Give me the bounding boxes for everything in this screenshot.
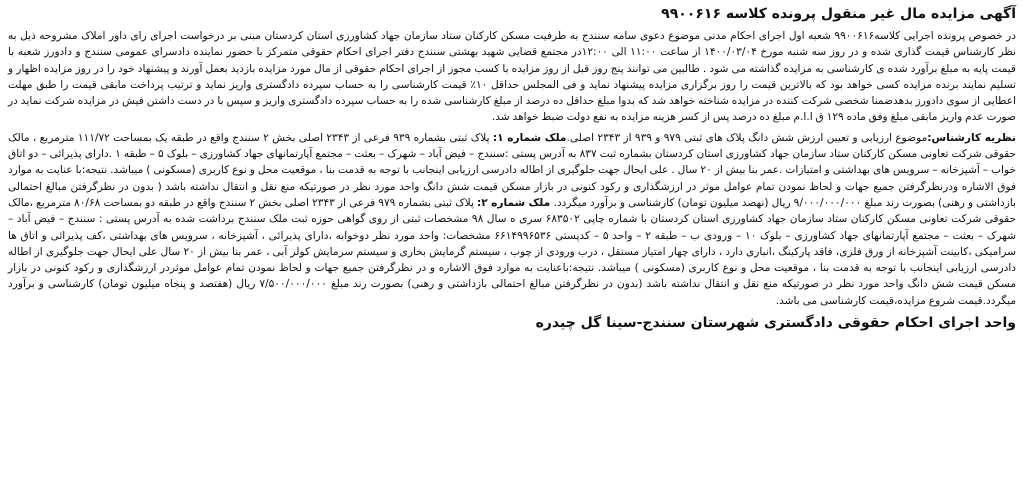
notice-intro: در خصوص پرونده اجرایی کلاسه۹۹۰۰۶۱۶ شعبه اول اجرای احکام مدنی موضوع دعوی سامه سنندج به طرفیت مسکن کارکنان ستاد سازمان جهاد کشاورزی استان کردستان مبنی بر درخواست اجرای رای داور املاک مشروحه ذیل به نظر کارشناس قیمت گذاری شده و در روز سه شنبه مورخ ۱۴۰۰/۰۳/۰۴ از ساعت ۱۱:۰۰ الی ۱۲:۰۰در مجتمع قضایی شهید بهشتی سنندج دفتر اجرای احکام حقوقی متمرکز با حضور نماینده دادسرای عمومی سنندج و دادورز شعبه با قیمت پایه به مبلغ برآورد شده ی کارشناسی به مزایده گذاشته می شود . طالبین می توانند پنج روز قبل از روز مزایده با کسب مجوز از اجرای احکام حقوقی از مال مورد مزایده بازدید بعمل آورند و پیشنهاد خود را در روز مزایده اظهار و تسلیم نمایند برنده مزایده کسی خواهد بود که بالاترین قیمت را روز برگزاری مزایده پیشنهاد نماید و فی المجلس حداقل ۱۰٪ قیمت کارشناسی را به حساب سپرده دادگستری واریز نماید و ترتیب پرداخت مابقی قیمت را طبق مهلت اعطایی از سوی دادورز بدهدضمنا شخصی شرکت کننده در مزایده شناخته خواهد شد که بدوا مبلغ حداقل ده درصد از مبلغ کارشناسی شده را به حساب سپرده دادگستری واریز و سپس با در دست داشتن فیش در مزایده شرکت نماید در صورت عدم واریز مابقی مبلغ وفق ماده ۱۲۹ ق ا.ا.م مبلغ ده درصد پس از کسر هزینه مزایده به نفع دولت ضبط خواهد شد. <box>8 30 1017 124</box>
issuer-signature: واحد اجرای احکام حقوقی دادگستری شهرستان سنندج-سینا گل چیدره <box>535 315 1016 332</box>
expert-opinion <box>8 130 1016 309</box>
lot2-label: ملک شماره ۲: <box>477 196 554 209</box>
expert-subject: موضوع ارزیابی و تعیین ارزش شش دانگ پلاک های ثبتی ۹۷۹ و ۹۳۹ از ۲۳۴۳ اصلی. <box>566 131 928 144</box>
expert-label: نظریه کارشناس: <box>927 131 1017 144</box>
lot1-text: پلاک ثبتی بشماره ۹۳۹ فرعی از ۲۳۴۳ اصلی بخش ۲ سنندج واقع در طبقه یک بمساحت ۱۱۱/۷۲ مترمربع ، مالک حقوقی شرکت تعاونی مسکن کارکنان ستاد سازمان جهاد کشاورزی استان کردستان بشماره ثبت ۸۳۷ به آدرس پستی :سنندج – فیض آباد – شهرک – بعثت – مجتمع آپارتمانهای جهاد کشاورزی – بلوک ۵ – طبقه ۱ .دارای پذیرائی – دو اتاق خواب – آشپزخانه – سرویس های بهداشتی و امتیازات .عمر بنا بیش از ۲۰ سال . علی ایحال جهت جلوگیری از اطاله دادرسی ارزیابی اینجانب با توجه به قدمت بنا ، موقعیت محل و نوع کاربری (مسکونی ) میباشد. نتیجه:با عنایت به موارد فوق الاشاره ودرنظرگرفتن جمیع جهات و لحاظ نمودن تمام عوامل موثر در ارزشگذاری و رکود کنونی در بازار مسکن قیمت شش دانگ واحد مورد نظر در صورتیکه منع نقل و انتقال نداشته باشد ( بدون در نظرگرفتن مبالغ احتمالی بازداشتی و رهنی) بصورت رند مبلغ ۹/۰۰۰/۰۰۰/۰۰۰ ریال (نهصد میلیون تومان) کارشناسی و برآورد میگردد. <box>8 131 1017 209</box>
lot1-label: ملک شماره ۱: <box>492 131 567 144</box>
lot2-text: پلاک ثبتی بشماره ۹۷۹ فرعی از ۲۳۴۳ اصلی بخش ۲ سنندج واقع در طبقه دو بمساحت ۸۰/۶۸ مترمربع ،مالک حقوقی شرکت تعاونی مسکن کارکنان ستاد سازمان جهاد کشاورزی استان کردستان با شماره چاپی ۶۸۳۵۰۲ سری ه سال ۹۸ مشخصات ثبتی از روی گواهی حوزه ثبت ملک سنندج برداشت شده به آدرس پستی : سنندج – فیض آباد – شهرک – بعثت – مجتمع آپارتمانهای جهاد کشاورزی – بلوک ۱۰ – ورودی ب – طبقه ۲ – واحد ۵ – کدپستی ۶۶۱۴۹۹۶۵۳۶ مشخصات: واحد مورد نظر دوخوابه ،دارای پذیرائی ، آشپزخانه ، سرویس های بهداشتی ،کف پذیرائی و اتاق ها سرامیکی ،کابینت آشپزخانه از ورق فلزی، فاقد پارکینگ ،انباری دارد ، دارای چهار امتیاز مستقل ، درب ورودی از چوب ، سیستم گرمایش بخاری و سیستم سرمایش کولر آبی ، عمر بنا بیش از ۲۰ سال علی ایحال جهت جلوگیری از اطاله دادرسی ارزیابی اینجانب با توجه به قدمت بنا ، موقعیت محل و نوع کاربری (مسکونی ) میباشد. نتیجه:باعنایت به موارد فوق الاشاره و در نظرگرفتن جمیع جهات و لحاظ نمودن تمام عوامل موثردر ارزشگذاری و رکود کنونی در بازار مسکن قیمت شش دانگ واحد مورد نظر در صورتیکه منع نقل و انتقال نداشته باشد (بدون در نظرگرفتن مبالغ احتمالی بازداشتی و رهنی) بصورت رند مبلغ ۷/۵۰۰/۰۰۰/۰۰۰ ریال (هفتصد و پنجاه میلیون تومان) کارشناسی و برآورد میگردد.قیمت شروع مزایده،قیمت کارشناسی می باشد. <box>8 196 1017 307</box>
notice-title: آگهی مزایده مال غیر منقول پرونده کلاسه ۹۹۰۰۶۱۶ <box>661 6 1016 22</box>
